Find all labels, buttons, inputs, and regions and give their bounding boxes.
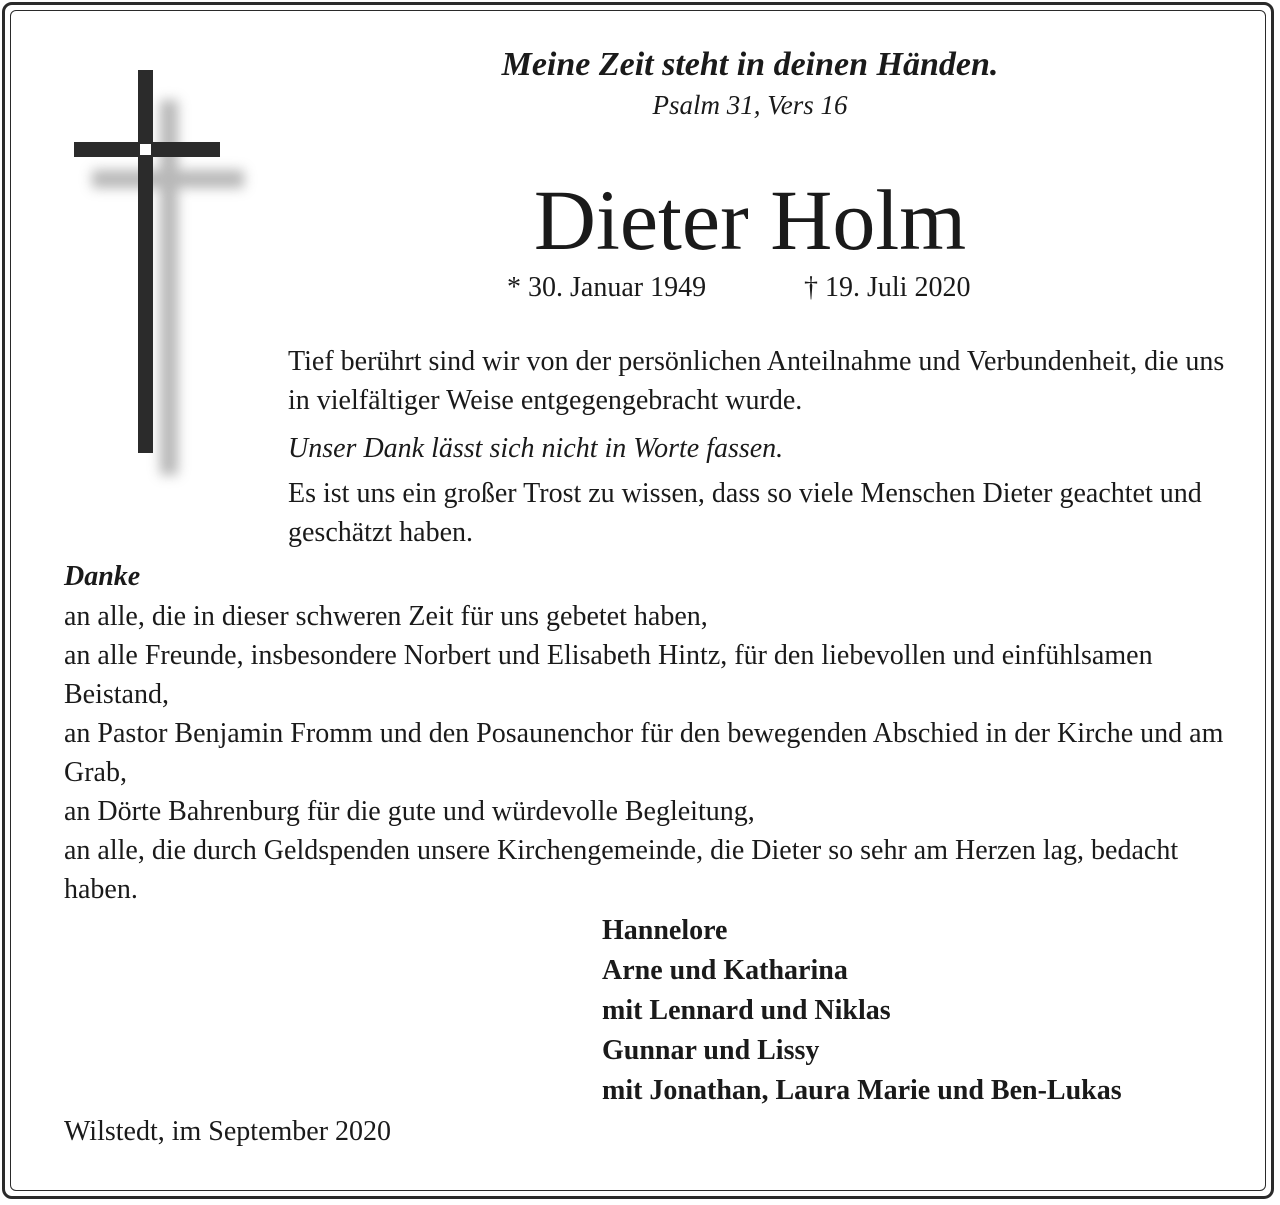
thanks-line: an alle, die in dieser schweren Zeit für uns gebetet haben, [64,601,708,632]
thanks-title: Danke [64,561,141,592]
thanks-line: an Pastor Benjamin Fromm und den Posaunenchor für den bewegenden Abschied in der Kirche und am Grab, [64,718,1224,788]
birth-date: * 30. Januar 1949 [507,272,707,303]
cross-icon [60,60,260,490]
place-and-date: Wilstedt, im September 2020 [64,1116,392,1147]
thanks-line: an alle, die durch Geldspenden unsere Kirchengemeinde, die Dieter so sehr am Herzen lag, bedacht haben. [64,835,1179,905]
signer: mit Lennard und Niklas [602,995,891,1026]
death-date: † 19. Juli 2020 [804,272,971,303]
signer: Gunnar und Lissy [602,1035,820,1066]
verse-reference: Psalm 31, Vers 16 [652,90,848,120]
paragraph-sympathy: Tief berührt sind wir von der persönlichen Anteilnahme und Verbundenheit, die uns in vielfältiger Weise entgegengebracht wurde. [288,346,1225,416]
thanks-line: an alle Freunde, insbesondere Norbert und Elisabeth Hintz, für den liebevollen und einfühlsamen Beistand, [64,640,1153,710]
signer: Hannelore [602,915,728,946]
thanks-list [64,597,1239,909]
thanks-line: an Dörte Bahrenburg für die gute und würdevolle Begleitung, [64,796,755,827]
paragraph-comfort: Es ist uns ein großer Trost zu wissen, dass so viele Menschen Dieter geachtet und geschätzt haben. [288,478,1202,548]
signer: mit Jonathan, Laura Marie und Ben-Lukas [602,1075,1122,1106]
paragraph-thanks-italic: Unser Dank lässt sich nicht in Worte fassen. [288,433,784,464]
signers-list [602,911,1122,1111]
signer: Arne und Katharina [602,955,848,986]
motto: Meine Zeit steht in deinen Händen. [501,46,999,83]
deceased-name: Dieter Holm [533,172,967,268]
